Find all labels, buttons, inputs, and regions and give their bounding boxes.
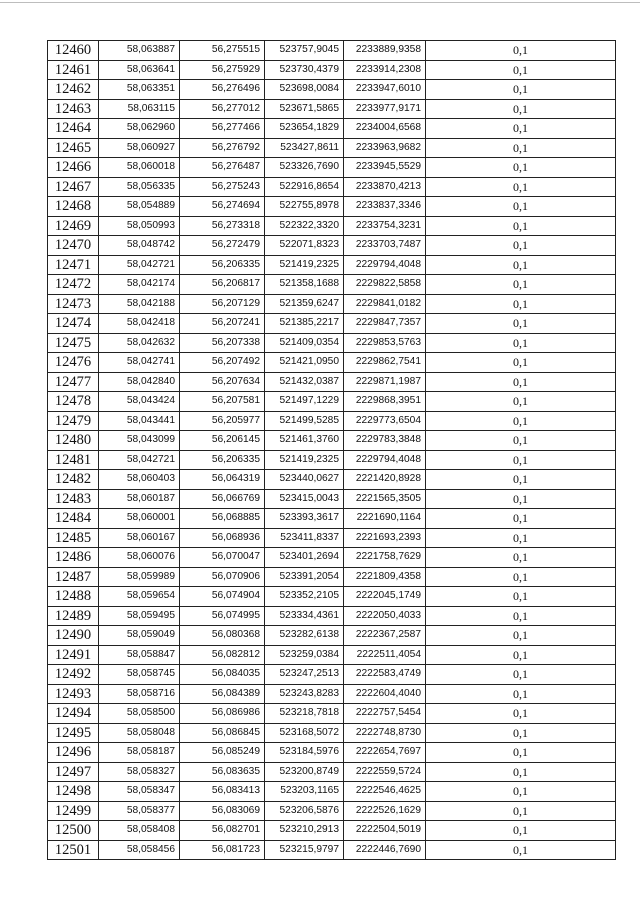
x-coordinate-cell: 523411,8337: [265, 528, 344, 548]
point-number-cell: 12492: [48, 665, 99, 685]
accuracy-cell: 0,1: [426, 450, 616, 470]
table-row: [48, 372, 616, 392]
longitude-cell: 56,275243: [180, 177, 265, 197]
point-number-cell: 12481: [48, 450, 99, 470]
y-coordinate-cell: 2229794,4048: [344, 255, 426, 275]
table-row: [48, 431, 616, 451]
point-number-cell: 12474: [48, 314, 99, 334]
longitude-cell: 56,080368: [180, 626, 265, 646]
point-number-cell: 12498: [48, 782, 99, 802]
accuracy-cell: 0,1: [426, 821, 616, 841]
latitude-cell: 58,043424: [99, 392, 180, 412]
table-row: [48, 645, 616, 665]
x-coordinate-cell: 521461,3760: [265, 431, 344, 451]
accuracy-cell: 0,1: [426, 353, 616, 373]
x-coordinate-cell: 522322,3320: [265, 216, 344, 236]
table-row: [48, 197, 616, 217]
point-number-cell: 12461: [48, 60, 99, 80]
longitude-cell: 56,083413: [180, 782, 265, 802]
latitude-cell: 58,043441: [99, 411, 180, 431]
longitude-cell: 56,086986: [180, 704, 265, 724]
point-number-cell: 12476: [48, 353, 99, 373]
latitude-cell: 58,058327: [99, 762, 180, 782]
coordinates-table: [47, 40, 616, 860]
point-number-cell: 12463: [48, 99, 99, 119]
accuracy-cell: 0,1: [426, 372, 616, 392]
point-number-cell: 12494: [48, 704, 99, 724]
table-row: [48, 704, 616, 724]
table-row: [48, 158, 616, 178]
x-coordinate-cell: 521358,1688: [265, 275, 344, 295]
longitude-cell: 56,207492: [180, 353, 265, 373]
longitude-cell: 56,083635: [180, 762, 265, 782]
y-coordinate-cell: 2229871,1987: [344, 372, 426, 392]
x-coordinate-cell: 523184,5976: [265, 743, 344, 763]
y-coordinate-cell: 2222367,2587: [344, 626, 426, 646]
x-coordinate-cell: 523393,3617: [265, 509, 344, 529]
longitude-cell: 56,085249: [180, 743, 265, 763]
coordinates-table-body: [48, 41, 616, 860]
longitude-cell: 56,206145: [180, 431, 265, 451]
latitude-cell: 58,060403: [99, 470, 180, 490]
longitude-cell: 56,277012: [180, 99, 265, 119]
accuracy-cell: 0,1: [426, 314, 616, 334]
latitude-cell: 58,054889: [99, 197, 180, 217]
latitude-cell: 58,058347: [99, 782, 180, 802]
table-row: [48, 509, 616, 529]
point-number-cell: 12466: [48, 158, 99, 178]
y-coordinate-cell: 2233947,6010: [344, 80, 426, 100]
latitude-cell: 58,060187: [99, 489, 180, 509]
x-coordinate-cell: 522755,8978: [265, 197, 344, 217]
longitude-cell: 56,207338: [180, 333, 265, 353]
latitude-cell: 58,042632: [99, 333, 180, 353]
latitude-cell: 58,060018: [99, 158, 180, 178]
y-coordinate-cell: 2233945,5529: [344, 158, 426, 178]
longitude-cell: 56,273318: [180, 216, 265, 236]
longitude-cell: 56,207241: [180, 314, 265, 334]
latitude-cell: 58,063641: [99, 60, 180, 80]
accuracy-cell: 0,1: [426, 99, 616, 119]
accuracy-cell: 0,1: [426, 665, 616, 685]
table-row: [48, 314, 616, 334]
point-number-cell: 12484: [48, 509, 99, 529]
table-row: [48, 723, 616, 743]
x-coordinate-cell: 523218,7818: [265, 704, 344, 724]
longitude-cell: 56,081723: [180, 840, 265, 860]
latitude-cell: 58,042721: [99, 450, 180, 470]
latitude-cell: 58,063115: [99, 99, 180, 119]
table-row: [48, 119, 616, 139]
y-coordinate-cell: 2229862,7541: [344, 353, 426, 373]
accuracy-cell: 0,1: [426, 645, 616, 665]
x-coordinate-cell: 523654,1829: [265, 119, 344, 139]
longitude-cell: 56,064319: [180, 470, 265, 490]
x-coordinate-cell: 523415,0043: [265, 489, 344, 509]
accuracy-cell: 0,1: [426, 411, 616, 431]
y-coordinate-cell: 2222050,4033: [344, 606, 426, 626]
table-row: [48, 353, 616, 373]
accuracy-cell: 0,1: [426, 138, 616, 158]
accuracy-cell: 0,1: [426, 528, 616, 548]
point-number-cell: 12489: [48, 606, 99, 626]
y-coordinate-cell: 2233977,9171: [344, 99, 426, 119]
accuracy-cell: 0,1: [426, 509, 616, 529]
latitude-cell: 58,058377: [99, 801, 180, 821]
y-coordinate-cell: 2221420,8928: [344, 470, 426, 490]
table-row: [48, 606, 616, 626]
y-coordinate-cell: 2221690,1164: [344, 509, 426, 529]
latitude-cell: 58,058847: [99, 645, 180, 665]
accuracy-cell: 0,1: [426, 762, 616, 782]
point-number-cell: 12468: [48, 197, 99, 217]
accuracy-cell: 0,1: [426, 587, 616, 607]
latitude-cell: 58,058187: [99, 743, 180, 763]
y-coordinate-cell: 2229847,7357: [344, 314, 426, 334]
latitude-cell: 58,043099: [99, 431, 180, 451]
accuracy-cell: 0,1: [426, 606, 616, 626]
y-coordinate-cell: 2221758,7629: [344, 548, 426, 568]
latitude-cell: 58,042188: [99, 294, 180, 314]
accuracy-cell: 0,1: [426, 294, 616, 314]
accuracy-cell: 0,1: [426, 41, 616, 61]
y-coordinate-cell: 2234004,6568: [344, 119, 426, 139]
table-row: [48, 665, 616, 685]
point-number-cell: 12496: [48, 743, 99, 763]
y-coordinate-cell: 2229773,6504: [344, 411, 426, 431]
x-coordinate-cell: 523200,8749: [265, 762, 344, 782]
accuracy-cell: 0,1: [426, 275, 616, 295]
latitude-cell: 58,060001: [99, 509, 180, 529]
page-top-rule: [0, 2, 640, 3]
point-number-cell: 12475: [48, 333, 99, 353]
table-row: [48, 450, 616, 470]
y-coordinate-cell: 2233754,3231: [344, 216, 426, 236]
point-number-cell: 12464: [48, 119, 99, 139]
table-row: [48, 60, 616, 80]
accuracy-cell: 0,1: [426, 392, 616, 412]
longitude-cell: 56,070906: [180, 567, 265, 587]
y-coordinate-cell: 2233963,9682: [344, 138, 426, 158]
accuracy-cell: 0,1: [426, 177, 616, 197]
x-coordinate-cell: 523247,2513: [265, 665, 344, 685]
latitude-cell: 58,058716: [99, 684, 180, 704]
longitude-cell: 56,274694: [180, 197, 265, 217]
point-number-cell: 12499: [48, 801, 99, 821]
longitude-cell: 56,066769: [180, 489, 265, 509]
latitude-cell: 58,062960: [99, 119, 180, 139]
x-coordinate-cell: 523391,2054: [265, 567, 344, 587]
x-coordinate-cell: 523326,7690: [265, 158, 344, 178]
point-number-cell: 12501: [48, 840, 99, 860]
x-coordinate-cell: 521497,1229: [265, 392, 344, 412]
point-number-cell: 12465: [48, 138, 99, 158]
y-coordinate-cell: 2233914,2308: [344, 60, 426, 80]
latitude-cell: 58,059049: [99, 626, 180, 646]
x-coordinate-cell: 521359,6247: [265, 294, 344, 314]
longitude-cell: 56,082812: [180, 645, 265, 665]
longitude-cell: 56,206817: [180, 275, 265, 295]
x-coordinate-cell: 521499,5285: [265, 411, 344, 431]
longitude-cell: 56,084389: [180, 684, 265, 704]
table-row: [48, 255, 616, 275]
accuracy-cell: 0,1: [426, 840, 616, 860]
y-coordinate-cell: 2222748,8730: [344, 723, 426, 743]
accuracy-cell: 0,1: [426, 801, 616, 821]
point-number-cell: 12480: [48, 431, 99, 451]
y-coordinate-cell: 2229841,0182: [344, 294, 426, 314]
y-coordinate-cell: 2233889,9358: [344, 41, 426, 61]
longitude-cell: 56,074995: [180, 606, 265, 626]
accuracy-cell: 0,1: [426, 743, 616, 763]
accuracy-cell: 0,1: [426, 333, 616, 353]
longitude-cell: 56,074904: [180, 587, 265, 607]
y-coordinate-cell: 2222604,4040: [344, 684, 426, 704]
table-row: [48, 294, 616, 314]
longitude-cell: 56,272479: [180, 236, 265, 256]
accuracy-cell: 0,1: [426, 431, 616, 451]
point-number-cell: 12472: [48, 275, 99, 295]
point-number-cell: 12462: [48, 80, 99, 100]
x-coordinate-cell: 522071,8323: [265, 236, 344, 256]
accuracy-cell: 0,1: [426, 723, 616, 743]
point-number-cell: 12488: [48, 587, 99, 607]
latitude-cell: 58,042741: [99, 353, 180, 373]
longitude-cell: 56,207581: [180, 392, 265, 412]
longitude-cell: 56,068885: [180, 509, 265, 529]
y-coordinate-cell: 2222757,5454: [344, 704, 426, 724]
x-coordinate-cell: 523334,4361: [265, 606, 344, 626]
table-row: [48, 782, 616, 802]
x-coordinate-cell: 523206,5876: [265, 801, 344, 821]
table-row: [48, 567, 616, 587]
longitude-cell: 56,275929: [180, 60, 265, 80]
longitude-cell: 56,206335: [180, 450, 265, 470]
table-row: [48, 626, 616, 646]
longitude-cell: 56,082701: [180, 821, 265, 841]
longitude-cell: 56,083069: [180, 801, 265, 821]
point-number-cell: 12478: [48, 392, 99, 412]
table-row: [48, 411, 616, 431]
latitude-cell: 58,059654: [99, 587, 180, 607]
point-number-cell: 12486: [48, 548, 99, 568]
point-number-cell: 12482: [48, 470, 99, 490]
accuracy-cell: 0,1: [426, 80, 616, 100]
latitude-cell: 58,042721: [99, 255, 180, 275]
longitude-cell: 56,275515: [180, 41, 265, 61]
point-number-cell: 12470: [48, 236, 99, 256]
longitude-cell: 56,070047: [180, 548, 265, 568]
table-row: [48, 548, 616, 568]
x-coordinate-cell: 523757,9045: [265, 41, 344, 61]
x-coordinate-cell: 523282,6138: [265, 626, 344, 646]
latitude-cell: 58,042174: [99, 275, 180, 295]
x-coordinate-cell: 521409,0354: [265, 333, 344, 353]
x-coordinate-cell: 523243,8283: [265, 684, 344, 704]
y-coordinate-cell: 2229868,3951: [344, 392, 426, 412]
x-coordinate-cell: 521421,0950: [265, 353, 344, 373]
point-number-cell: 12469: [48, 216, 99, 236]
accuracy-cell: 0,1: [426, 567, 616, 587]
table-row: [48, 801, 616, 821]
x-coordinate-cell: 523698,0084: [265, 80, 344, 100]
x-coordinate-cell: 521432,0387: [265, 372, 344, 392]
y-coordinate-cell: 2222511,4054: [344, 645, 426, 665]
table-row: [48, 821, 616, 841]
y-coordinate-cell: 2222526,1629: [344, 801, 426, 821]
latitude-cell: 58,060927: [99, 138, 180, 158]
table-row: [48, 99, 616, 119]
y-coordinate-cell: 2233870,4213: [344, 177, 426, 197]
x-coordinate-cell: 521385,2217: [265, 314, 344, 334]
accuracy-cell: 0,1: [426, 548, 616, 568]
table-row: [48, 41, 616, 61]
point-number-cell: 12479: [48, 411, 99, 431]
point-number-cell: 12500: [48, 821, 99, 841]
longitude-cell: 56,276792: [180, 138, 265, 158]
accuracy-cell: 0,1: [426, 119, 616, 139]
accuracy-cell: 0,1: [426, 704, 616, 724]
x-coordinate-cell: 521419,2325: [265, 450, 344, 470]
x-coordinate-cell: 523730,4379: [265, 60, 344, 80]
longitude-cell: 56,207634: [180, 372, 265, 392]
point-number-cell: 12473: [48, 294, 99, 314]
latitude-cell: 58,063887: [99, 41, 180, 61]
y-coordinate-cell: 2222559,5724: [344, 762, 426, 782]
accuracy-cell: 0,1: [426, 489, 616, 509]
table-row: [48, 80, 616, 100]
y-coordinate-cell: 2233703,7487: [344, 236, 426, 256]
table-row: [48, 743, 616, 763]
point-number-cell: 12483: [48, 489, 99, 509]
table-row: [48, 489, 616, 509]
x-coordinate-cell: 523671,5865: [265, 99, 344, 119]
point-number-cell: 12477: [48, 372, 99, 392]
longitude-cell: 56,084035: [180, 665, 265, 685]
point-number-cell: 12490: [48, 626, 99, 646]
table-row: [48, 236, 616, 256]
latitude-cell: 58,058500: [99, 704, 180, 724]
latitude-cell: 58,058408: [99, 821, 180, 841]
longitude-cell: 56,276487: [180, 158, 265, 178]
accuracy-cell: 0,1: [426, 236, 616, 256]
table-row: [48, 392, 616, 412]
latitude-cell: 58,058745: [99, 665, 180, 685]
longitude-cell: 56,276496: [180, 80, 265, 100]
accuracy-cell: 0,1: [426, 60, 616, 80]
longitude-cell: 56,207129: [180, 294, 265, 314]
latitude-cell: 58,059495: [99, 606, 180, 626]
latitude-cell: 58,050993: [99, 216, 180, 236]
latitude-cell: 58,063351: [99, 80, 180, 100]
table-row: [48, 587, 616, 607]
accuracy-cell: 0,1: [426, 216, 616, 236]
longitude-cell: 56,086845: [180, 723, 265, 743]
latitude-cell: 58,060167: [99, 528, 180, 548]
x-coordinate-cell: 523215,9797: [265, 840, 344, 860]
y-coordinate-cell: 2222583,4749: [344, 665, 426, 685]
latitude-cell: 58,060076: [99, 548, 180, 568]
y-coordinate-cell: 2222504,5019: [344, 821, 426, 841]
y-coordinate-cell: 2229783,3848: [344, 431, 426, 451]
table-row: [48, 840, 616, 860]
latitude-cell: 58,058456: [99, 840, 180, 860]
table-row: [48, 138, 616, 158]
accuracy-cell: 0,1: [426, 684, 616, 704]
point-number-cell: 12487: [48, 567, 99, 587]
accuracy-cell: 0,1: [426, 255, 616, 275]
table-row: [48, 762, 616, 782]
x-coordinate-cell: 521419,2325: [265, 255, 344, 275]
table-row: [48, 528, 616, 548]
y-coordinate-cell: 2222045,1749: [344, 587, 426, 607]
point-number-cell: 12493: [48, 684, 99, 704]
point-number-cell: 12467: [48, 177, 99, 197]
y-coordinate-cell: 2222654,7697: [344, 743, 426, 763]
latitude-cell: 58,048742: [99, 236, 180, 256]
y-coordinate-cell: 2221693,2393: [344, 528, 426, 548]
latitude-cell: 58,059989: [99, 567, 180, 587]
x-coordinate-cell: 523352,2105: [265, 587, 344, 607]
x-coordinate-cell: 523440,0627: [265, 470, 344, 490]
x-coordinate-cell: 523203,1165: [265, 782, 344, 802]
y-coordinate-cell: 2222546,4625: [344, 782, 426, 802]
y-coordinate-cell: 2222446,7690: [344, 840, 426, 860]
longitude-cell: 56,205977: [180, 411, 265, 431]
x-coordinate-cell: 523168,5072: [265, 723, 344, 743]
point-number-cell: 12485: [48, 528, 99, 548]
point-number-cell: 12495: [48, 723, 99, 743]
accuracy-cell: 0,1: [426, 158, 616, 178]
accuracy-cell: 0,1: [426, 782, 616, 802]
point-number-cell: 12491: [48, 645, 99, 665]
y-coordinate-cell: 2233837,3346: [344, 197, 426, 217]
x-coordinate-cell: 523401,2694: [265, 548, 344, 568]
accuracy-cell: 0,1: [426, 626, 616, 646]
point-number-cell: 12471: [48, 255, 99, 275]
point-number-cell: 12460: [48, 41, 99, 61]
longitude-cell: 56,206335: [180, 255, 265, 275]
latitude-cell: 58,042840: [99, 372, 180, 392]
y-coordinate-cell: 2221809,4358: [344, 567, 426, 587]
x-coordinate-cell: 523210,2913: [265, 821, 344, 841]
latitude-cell: 58,056335: [99, 177, 180, 197]
table-row: [48, 470, 616, 490]
accuracy-cell: 0,1: [426, 470, 616, 490]
table-row: [48, 275, 616, 295]
y-coordinate-cell: 2221565,3505: [344, 489, 426, 509]
x-coordinate-cell: 523427,8611: [265, 138, 344, 158]
point-number-cell: 12497: [48, 762, 99, 782]
longitude-cell: 56,277466: [180, 119, 265, 139]
y-coordinate-cell: 2229822,5858: [344, 275, 426, 295]
x-coordinate-cell: 523259,0384: [265, 645, 344, 665]
longitude-cell: 56,068936: [180, 528, 265, 548]
y-coordinate-cell: 2229794,4048: [344, 450, 426, 470]
latitude-cell: 58,058048: [99, 723, 180, 743]
latitude-cell: 58,042418: [99, 314, 180, 334]
table-row: [48, 684, 616, 704]
table-row: [48, 177, 616, 197]
accuracy-cell: 0,1: [426, 197, 616, 217]
table-row: [48, 216, 616, 236]
x-coordinate-cell: 522916,8654: [265, 177, 344, 197]
y-coordinate-cell: 2229853,5763: [344, 333, 426, 353]
table-row: [48, 333, 616, 353]
